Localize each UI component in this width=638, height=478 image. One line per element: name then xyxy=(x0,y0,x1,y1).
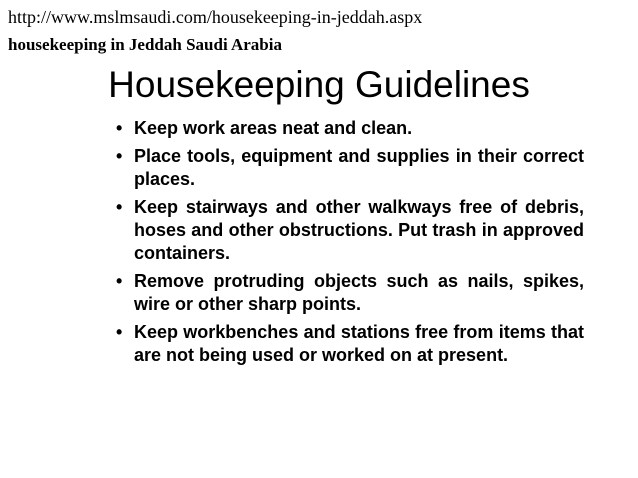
bullet-icon: • xyxy=(116,271,123,291)
source-caption: housekeeping in Jeddah Saudi Arabia xyxy=(8,35,282,54)
bullet-icon: • xyxy=(116,197,123,217)
guideline-text: Place tools, equipment and supplies in their correct places. xyxy=(134,146,584,189)
slide-title: Housekeeping Guidelines xyxy=(108,64,530,105)
source-url: http://www.mslmsaudi.com/housekeeping-in-jeddah.aspx xyxy=(8,7,423,27)
guideline-text: Remove protruding objects such as nails, spikes, wire or other sharp points. xyxy=(134,271,584,314)
guideline-text: Keep work areas neat and clean. xyxy=(134,118,413,138)
guideline-text: Keep workbenches and stations free from items that are not being used or worked on at present. xyxy=(134,322,584,365)
bullet-icon: • xyxy=(116,118,123,138)
bullet-icon: • xyxy=(116,146,123,166)
guideline-item xyxy=(116,321,584,367)
guideline-item xyxy=(116,117,584,140)
guideline-list xyxy=(116,117,584,372)
guideline-text: Keep stairways and other walkways free of debris, hoses and other obstructions. Put trash in approved containers. xyxy=(134,197,584,263)
guideline-item xyxy=(116,196,584,265)
guideline-item xyxy=(116,145,584,191)
guideline-item xyxy=(116,270,584,316)
bullet-icon: • xyxy=(116,322,123,342)
